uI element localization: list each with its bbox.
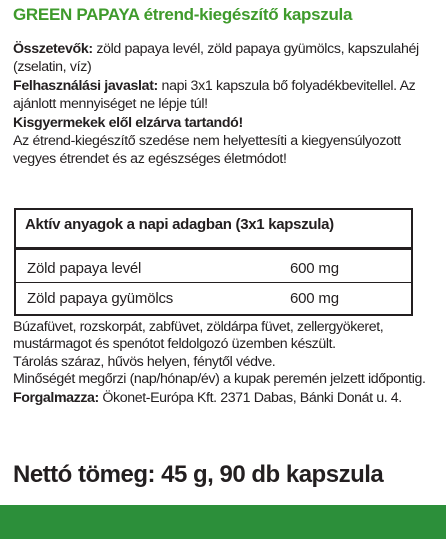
- ingredients-label: Összetevők:: [13, 41, 93, 57]
- product-title: [13, 5, 352, 25]
- distributor-paragraph: [13, 390, 438, 407]
- distributor-text: Ökonet-Európa Kft. 2371 Dabas, Bánki Donát u. 4.: [98, 390, 402, 407]
- usage-label: Felhasználási javaslat:: [13, 77, 158, 94]
- distributor-label: Forgalmazza:: [13, 390, 99, 407]
- active-ingredients-table: [14, 208, 413, 316]
- ingredient-amount: 600 mg: [290, 290, 339, 307]
- label-body: [13, 40, 438, 169]
- net-weight: Nettó tömeg: 45 g, 90 db kapszula: [13, 461, 384, 488]
- ingredient-amount: 600 mg: [290, 260, 339, 277]
- product-subtitle: étrend-kiegészítő kapszula: [143, 5, 353, 24]
- table-header-divider: [16, 247, 411, 250]
- usage-paragraph: [13, 77, 438, 114]
- usage-text: napi 3x1 kapszula bő folyadékbevitellel. Az ajánlott mennyiséget ne lépje túl!: [13, 77, 416, 113]
- table-row-divider: [16, 282, 411, 283]
- disclaimer-text: Az étrend-kiegészítő szedése nem helyettesíti a kiegyensúlyozott vegyes étrendet és az egészséges életmódot!: [13, 133, 401, 168]
- lower-info: [13, 319, 438, 407]
- brand-name: GREEN PAPAYA: [13, 5, 140, 24]
- child-warning: Kisgyermekek elől elzárva tartandó!: [13, 114, 243, 131]
- allergen-note: Búzafüvet, rozskorpát, zabfüvet, zöldárpa füvet, zellergyökeret, mustármagot és spenótot feldolgozó üzemben készült.: [13, 319, 384, 353]
- ingredient-name: Zöld papaya levél: [27, 260, 142, 277]
- storage-note: Tárolás száraz, hűvös helyen, fénytől védve.: [13, 353, 276, 370]
- table-header: Aktív anyagok a napi adagban (3x1 kapszula): [25, 216, 334, 233]
- ingredients-paragraph: [13, 40, 438, 77]
- ingredients-text: zöld papaya levél, zöld papaya gyümölcs, kapszulahéj (zselatin, víz): [13, 41, 419, 76]
- best-before-note: Minőségét megőrzi (nap/hónap/év) a kupak peremén jelzett időpontig.: [13, 370, 426, 387]
- ingredient-name: Zöld papaya gyümölcs: [27, 290, 174, 307]
- bottom-green-bar: [0, 505, 446, 539]
